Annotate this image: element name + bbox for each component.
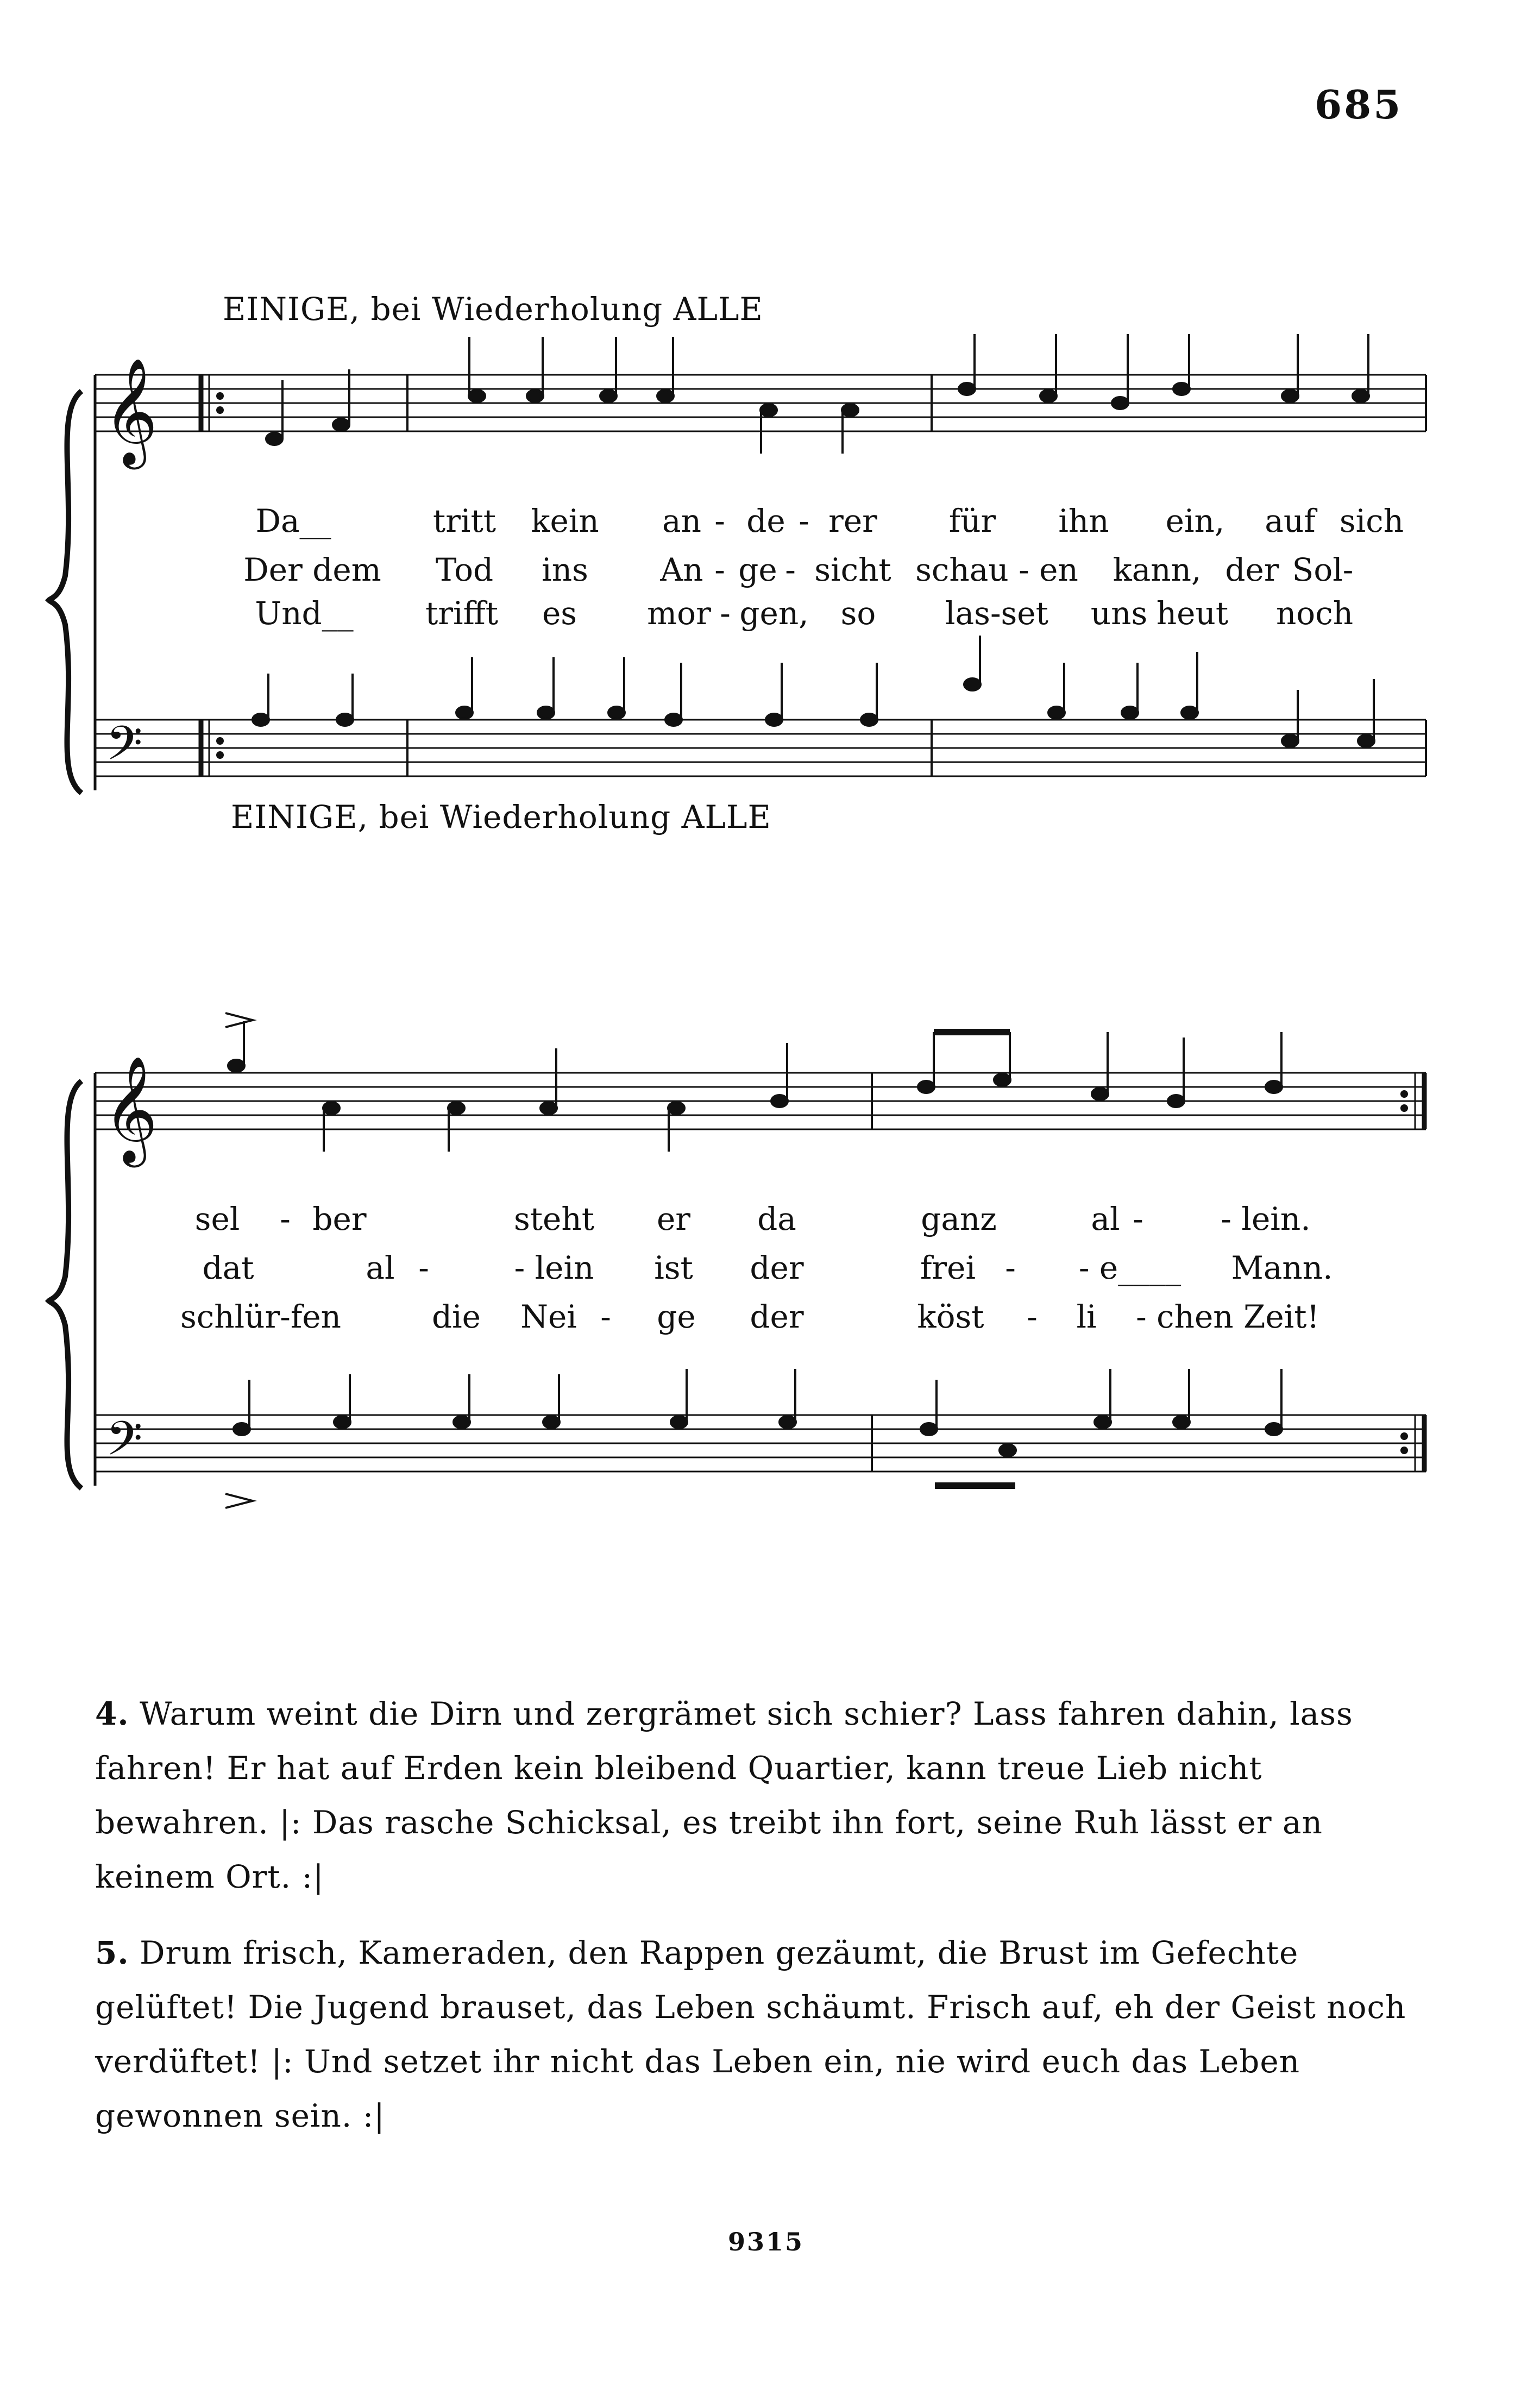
lyric-syllable: kein: [531, 502, 599, 539]
lyric-syllable: -: [799, 502, 809, 539]
lyric-syllable: - e____: [1078, 1249, 1181, 1286]
lyric-syllable: steht: [513, 1200, 595, 1237]
lyric-syllable: ganz: [921, 1200, 997, 1237]
plate-number: 9315: [728, 2227, 805, 2256]
lyric-syllable: ein,: [1165, 502, 1225, 539]
lyric-syllable: -: [1027, 1298, 1038, 1335]
lyric-syllable: die: [431, 1298, 481, 1335]
repeat-sign-icon: [201, 375, 209, 776]
lyric-syllable: -: [785, 551, 796, 588]
lyric-syllable: dat: [202, 1249, 254, 1286]
verse-text: Drum frisch, Kameraden, den Rappen gezäumt, die Brust im Gefechte gelüftet! Die Jugend brauset, das Leben schäumt. Frisch auf, eh der Geist noch verdüftet! |: Und setzet ihr nicht das Leben ein, nie wird euch das Leben gewonnen sein. :|: [95, 1934, 1406, 2134]
lyric-syllable: las-set: [945, 595, 1048, 632]
lyric-syllable: der: [750, 1249, 804, 1286]
lyric-syllable: -: [714, 551, 725, 588]
direction-bottom: EINIGE, bei Wiederholung ALLE: [231, 799, 771, 835]
lyric-syllable: trifft: [425, 595, 499, 632]
lyric-syllable: sel: [194, 1200, 240, 1237]
lyric-syllable: Und__: [255, 595, 354, 632]
svg-text:𝄢: 𝄢: [106, 1411, 143, 1478]
lyric-syllable: tritt: [432, 502, 496, 539]
verse-5: [95, 1926, 1442, 2143]
lyric-syllable: schau - en: [915, 551, 1078, 588]
lyric-syllable: ihn: [1058, 502, 1109, 539]
treble-clef-icon: 𝄞: [103, 357, 158, 465]
verse-text: Warum weint die Dirn und zergrämet sich schier? Lass fahren dahin, lass fahren! Er hat auf Erden kein bleibend Quartier, kann treue Lieb nicht bewahren. |: Das rasche Schicksal, es treibt ihn fort, seine Ruh lässt er an keinem Ort. :|: [95, 1695, 1353, 1895]
lyric-syllable: an: [662, 502, 701, 539]
lyric-syllable: Sol-: [1292, 551, 1354, 588]
lyric-syllable: Der dem: [243, 551, 381, 588]
lyric-syllable: heut: [1156, 595, 1229, 632]
lyric-syllable: ist: [654, 1249, 693, 1286]
svg-text:𝄞: 𝄞: [103, 1055, 158, 1163]
lyric-syllable: de: [746, 502, 785, 539]
lyric-syllable: mor: [647, 595, 711, 632]
lyric-syllable: auf: [1265, 502, 1316, 539]
verses: [95, 1687, 1442, 2165]
page-number: 685: [1315, 81, 1403, 128]
lyric-syllable: so: [840, 595, 876, 632]
lyric-syllable: da: [757, 1200, 796, 1237]
lyric-syllable: er: [656, 1200, 691, 1237]
lyric-syllable: der: [1225, 551, 1279, 588]
lyric-syllable: li: [1076, 1298, 1097, 1335]
lyric-syllable: -: [418, 1249, 429, 1286]
lyric-syllable: uns: [1090, 595, 1148, 632]
lyric-syllable: ins: [542, 551, 588, 588]
lyric-syllable: ge: [738, 551, 777, 588]
lyric-syllable: ge: [657, 1298, 696, 1335]
lyric-syllable: ber: [312, 1200, 367, 1237]
lyric-syllable: al: [1091, 1200, 1120, 1237]
lyric-syllable: Mann.: [1231, 1249, 1333, 1286]
lyric-syllable: -: [714, 502, 725, 539]
lyric-syllable: al: [366, 1249, 395, 1286]
lyric-syllable: -: [600, 1298, 611, 1335]
lyric-syllable: der: [750, 1298, 804, 1335]
lyric-syllable: köst: [917, 1298, 984, 1335]
lyric-syllable: sicht: [814, 551, 891, 588]
lyric-syllable: -: [720, 595, 731, 632]
lyric-syllable: - lein.: [1221, 1200, 1311, 1237]
lyric-syllable: - lein: [514, 1249, 594, 1286]
lyric-syllable: für: [948, 502, 996, 539]
lyric-syllable: kann,: [1113, 551, 1202, 588]
direction-top: EINIGE, bei Wiederholung ALLE: [223, 291, 763, 328]
bass-clef-icon: 𝄢: [106, 716, 143, 782]
verse-number: 4.: [95, 1695, 129, 1732]
lyric-syllable: es: [542, 595, 577, 632]
lyric-syllable: Tod: [435, 551, 494, 588]
verse-4: [95, 1687, 1442, 1904]
lyric-syllable: rer: [828, 502, 877, 539]
lyric-syllable: -: [1133, 1200, 1143, 1237]
lyric-syllable: - chen Zeit!: [1136, 1298, 1319, 1335]
lyric-syllable: schlür-fen: [180, 1298, 341, 1335]
brace-icon: [49, 391, 81, 793]
lyric-syllable: noch: [1275, 595, 1354, 632]
lyric-syllable: Nei: [520, 1298, 577, 1335]
lyric-syllable: Da__: [255, 502, 331, 539]
lyric-syllable: sich: [1339, 502, 1404, 539]
lyric-syllable: An: [660, 551, 703, 588]
lyric-syllable: frei: [920, 1249, 976, 1286]
lyric-syllable: gen,: [739, 595, 809, 632]
verse-number: 5.: [95, 1934, 129, 1971]
lyric-syllable: -: [280, 1200, 291, 1237]
lyric-syllable: -: [1005, 1249, 1016, 1286]
